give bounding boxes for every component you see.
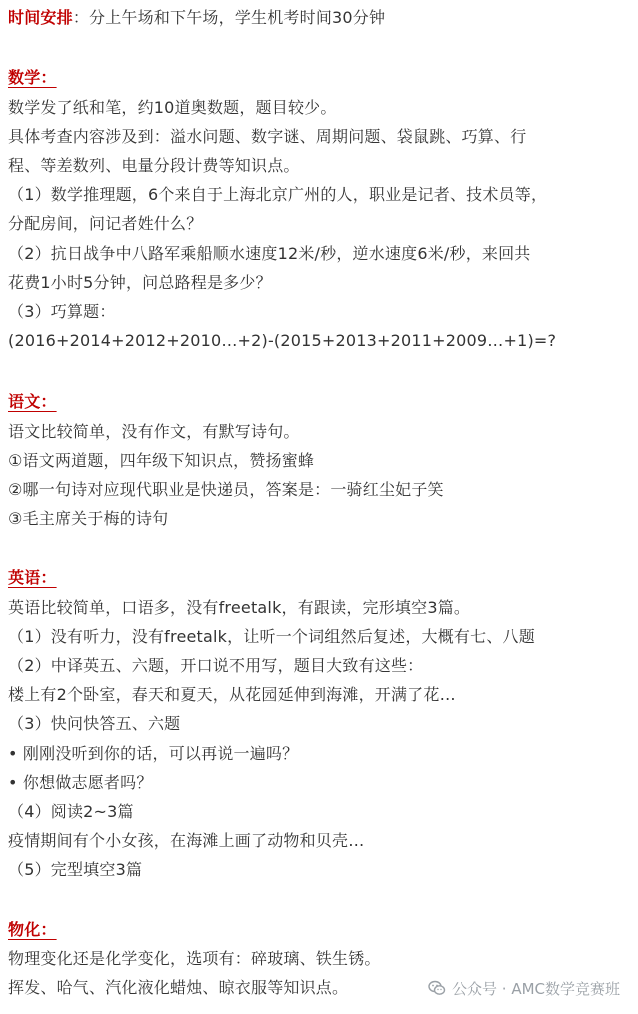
math-line: 程、等差数列、电量分段计费等知识点。	[8, 156, 300, 175]
math-line: （2）抗日战争中八路军乘船顺水速度12米/秒，逆水速度6米/秒，来回共	[8, 244, 531, 263]
math-heading: 数学：	[8, 68, 57, 87]
chinese-heading: 语文：	[8, 392, 57, 411]
schedule-text: ：分上午场和下午场，学生机考时间30分钟	[72, 8, 386, 27]
english-bullet-item: • 刚刚没听到你的话，可以再说一遍吗？	[8, 744, 299, 763]
math-line: （1）数学推理题，6个来自于上海北京广州的人，职业是记者、技术员等，	[8, 185, 548, 204]
math-line: 花费1小时5分钟，问总路程是多少？	[8, 273, 272, 292]
chinese-line: ③毛主席关于梅的诗句	[8, 509, 169, 528]
english-heading: 英语：	[8, 568, 57, 587]
english-line: 英语比较简单，口语多，没有freetalk，有跟读，完形填空3篇。	[8, 598, 471, 617]
physchem-line: 挥发、哈气、汽化液化蜡烛、晾衣服等知识点。	[8, 978, 349, 997]
chinese-line: ①语文两道题，四年级下知识点，赞扬蜜蜂	[8, 451, 315, 470]
english-bullet-item: • 你想做志愿者吗？	[8, 773, 153, 792]
math-line: 数学发了纸和笔，约10道奥数题，题目较少。	[8, 98, 337, 117]
schedule-line	[8, 6, 385, 30]
chinese-line: 语文比较简单，没有作文，有默写诗句。	[8, 422, 300, 441]
english-line: 楼上有2个卧室，春天和夏天，从花园延伸到海滩，开满了花…	[8, 685, 456, 704]
math-line: (2016+2014+2012+2010…+2)-(2015+2013+2011+2009…+1)=?	[8, 331, 557, 350]
physchem-heading: 物化：	[8, 920, 57, 939]
physchem-line: 物理变化还是化学变化，选项有：碎玻璃、铁生锈。	[8, 949, 381, 968]
math-line: 具体考查内容涉及到：溢水问题、数字谜、周期问题、袋鼠跳、巧算、行	[8, 127, 527, 146]
schedule-label: 时间安排	[8, 8, 73, 27]
english-line: （4）阅读2~3篇	[8, 802, 134, 821]
wechat-icon	[428, 979, 446, 997]
english-line: （2）中译英五、六题，开口说不用写，题目大致有这些：	[8, 656, 424, 675]
watermark	[428, 976, 620, 1000]
english-line: （5）完型填空3篇	[8, 860, 143, 879]
english-line: （1）没有听力，没有freetalk，让听一个词组然后复述，大概有七、八题	[8, 627, 535, 646]
english-line: （3）快问快答五、六题	[8, 714, 181, 733]
math-line: （3）巧算题：	[8, 302, 116, 321]
chinese-line: ②哪一句诗对应现代职业是快递员，答案是：一骑红尘妃子笑	[8, 480, 444, 499]
english-line: 疫情期间有个小女孩，在海滩上画了动物和贝壳…	[8, 831, 365, 850]
math-line: 分配房间，问记者姓什么？	[8, 214, 203, 233]
watermark-text: 公众号 · AMC数学竞赛班	[452, 979, 620, 998]
